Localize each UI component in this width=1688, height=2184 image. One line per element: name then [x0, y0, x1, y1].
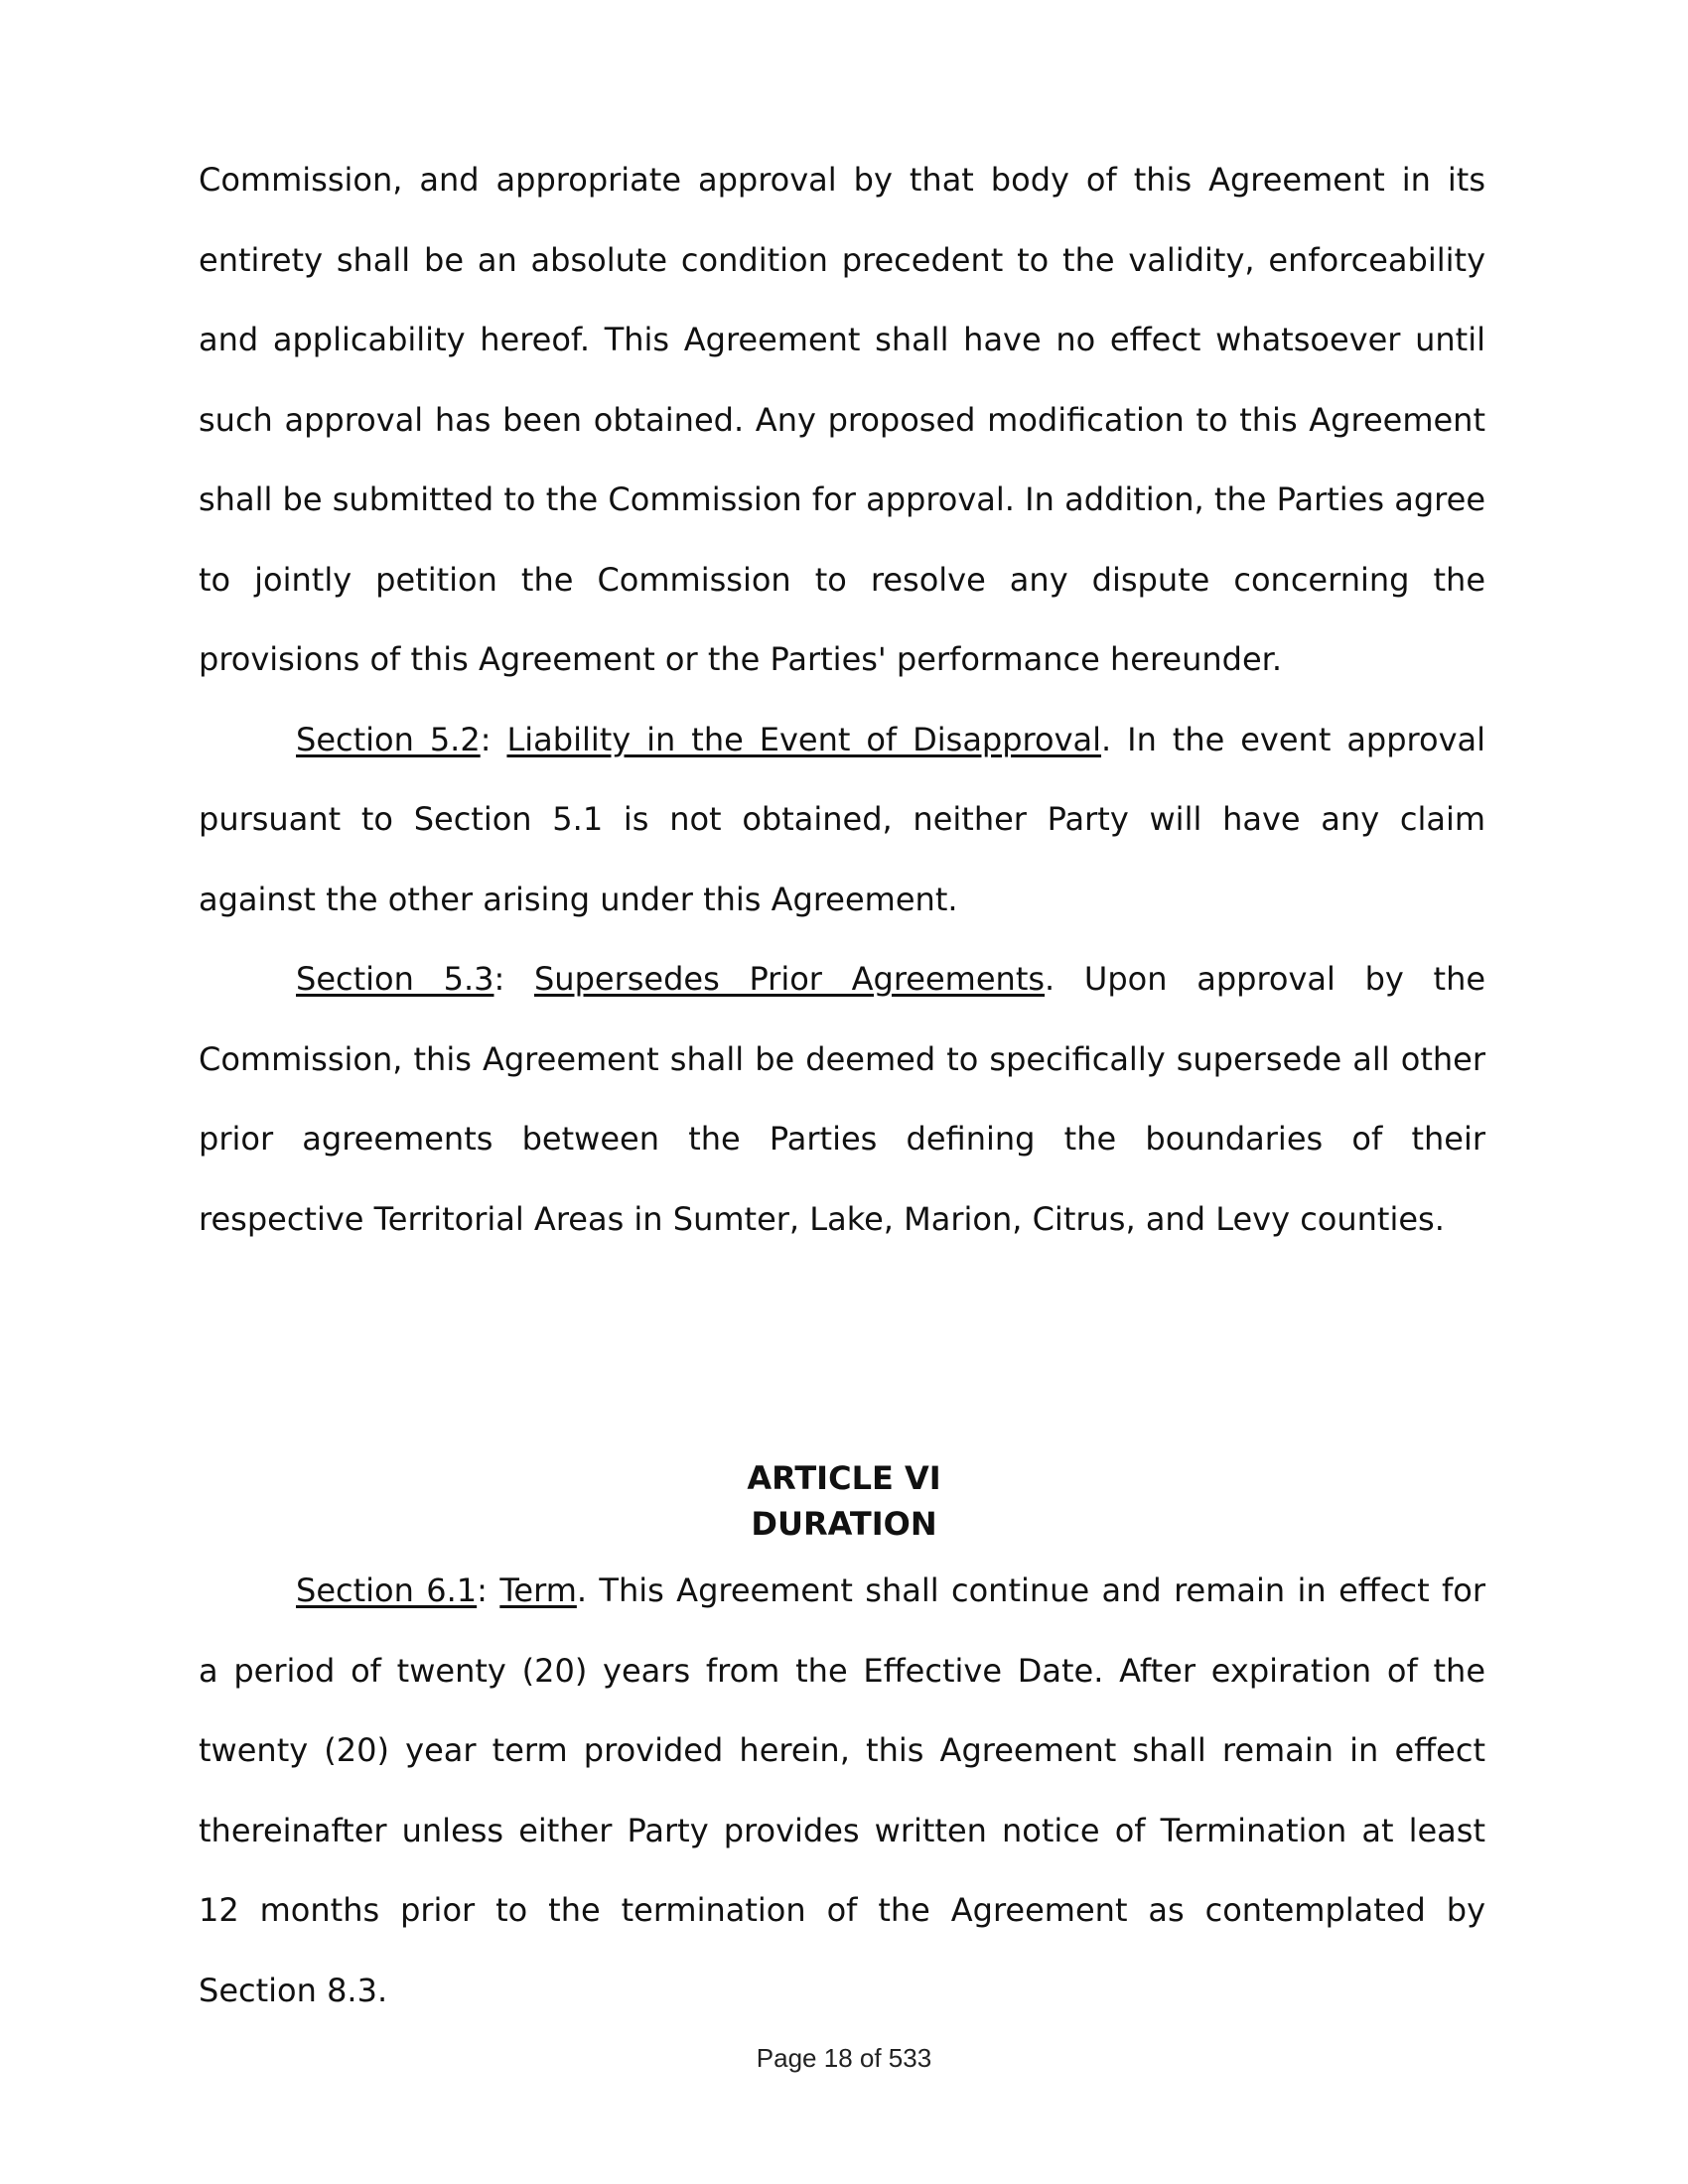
top-text-block: [199, 140, 1485, 1259]
section-5-3-number: Section 5.3: [296, 960, 494, 998]
section-5-3-paragraph: Section 5.3: Supersedes Prior Agreements. Upon approval by the Commission, this Agreement shall be deemed to specifically supersede all other prior agreements between the Parties defining the boundaries of their respective Territorial Areas in Sumter, Lake, Marion, Citrus, and Levy counties.: [199, 960, 1486, 1238]
article-number: ARTICLE VI: [747, 1459, 941, 1497]
section-6-1-paragraph: Section 6.1: Term. This Agreement shall continue and remain in effect for a period of twenty (20) years from the Effective Date. After expiration of the twenty (20) year term provided herein, this Agreement shall remain in effect thereinafter unless either Party provides written notice of Termination at least 12 months prior to the termination of the Agreement as contemplated by Section 8.3.: [199, 1571, 1486, 2009]
page-number-footer: Page 18 of 533: [756, 2043, 932, 2073]
article-title: DURATION: [751, 1505, 937, 1543]
section-5-3-text: Upon approval by the Commission, this Agreement shall be deemed to specifically supersede all other prior agreements between the Parties defining the boundaries of their respective Territorial Areas in Sumter, Lake, Marion, Citrus, and Levy counties.: [199, 960, 1486, 1238]
paragraph-continuation: Commission, and appropriate approval by that body of this Agreement in its entirety shall be an absolute condition precedent to the validity, enforceability and applicability hereof. This Agreement shall have no effect whatsoever until such approval has been obtained. Any proposed modification to this Agreement shall be submitted to the Commission for approval. In addition, the Parties agree to jointly petition the Commission to resolve any dispute concerning the provisions of this Agreement or the Parties' performance hereunder.: [199, 161, 1485, 678]
section-5-2-number: Section 5.2: [296, 720, 481, 758]
article-heading: [0, 1455, 1688, 1547]
section-5-3-title: Supersedes Prior Agreements: [533, 960, 1046, 998]
section-6-1-number: Section 6.1: [296, 1571, 478, 1609]
section-6-1-text: This Agreement shall continue and remain in effect for a period of twenty (20) years from the Effective Date. After expiration of the twenty (20) year term provided herein, this Agreement shall remain in effect thereinafter unless either Party provides written notice of Termination at least 12 months prior to the termination of the Agreement as contemplated by Section 8.3.: [199, 1571, 1486, 2009]
section-5-2-text: In the event approval pursuant to Section 5.1 is not obtained, neither Party will have any claim against the other arising under this Agreement.: [199, 720, 1486, 918]
section-6-1-title: Term: [499, 1571, 577, 1609]
section-5-2-title: Liability in the Event of Disapproval: [506, 720, 1102, 758]
bottom-text-block: [199, 1551, 1485, 2030]
section-5-2-paragraph: Section 5.2: Liability in the Event of Disapproval. In the event approval pursuant to Section 5.1 is not obtained, neither Party will have any claim against the other arising under this Agreement.: [199, 720, 1486, 918]
